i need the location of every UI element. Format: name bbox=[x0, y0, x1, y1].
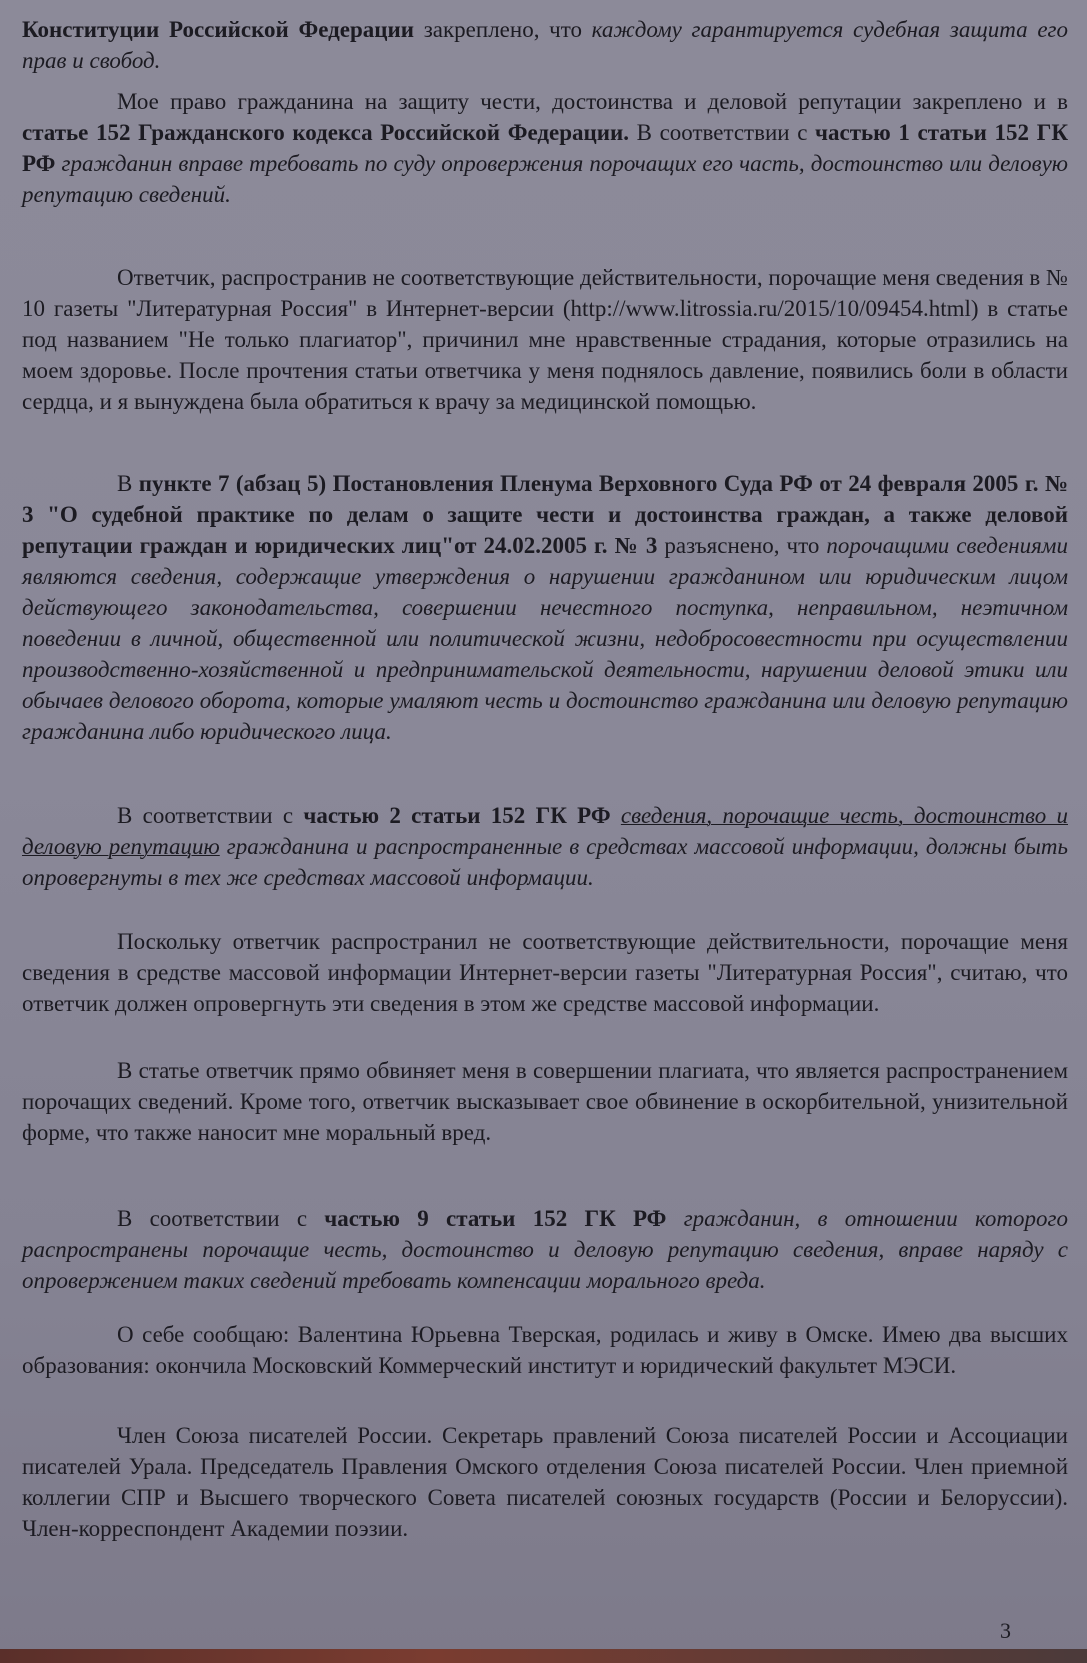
italic-text: гражданин вправе требовать по суду опровержения порочащих его часть, достоинство или деловую репутацию сведений. bbox=[22, 151, 1069, 207]
paragraph-8 bbox=[22, 1203, 1068, 1296]
paragraph-7 bbox=[22, 1055, 1068, 1148]
underlined-italic-text: сведения, порочащие честь, достоинство и деловую репутацию bbox=[22, 803, 1068, 859]
bold-text: статье 152 Гражданского кодекса Российской Федерации. bbox=[22, 120, 629, 145]
body-text: В статье ответчик прямо обвиняет меня в совершении плагиата, что является распространением порочащих сведений. Кроме того, ответчик высказывает свое обвинение в оскорбительной, унизительной форме, что также наносит мне моральный вред. bbox=[22, 1058, 1068, 1145]
bold-text: частью 9 статьи 152 ГК РФ bbox=[324, 1206, 667, 1231]
body-text: закреплено, что bbox=[414, 17, 592, 42]
body-text: О себе сообщаю: Валентина Юрьевна Тверская, родилась и живу в Омске. Имею два высших образования: окончила Московский Коммерческий институт и юридический факультет МЭСИ. bbox=[22, 1322, 1068, 1378]
paragraph-3 bbox=[22, 262, 1068, 417]
paragraph-4 bbox=[22, 468, 1068, 747]
body-text bbox=[666, 1206, 683, 1231]
bold-text: частью 2 статьи 152 ГК РФ bbox=[303, 803, 611, 828]
paragraph-2 bbox=[22, 86, 1068, 210]
body-text: Поскольку ответчик распространил не соответствующие действительности, порочащие меня сведения в средстве массовой информации Интернет-версии газеты "Литературная Россия", считаю, что ответчик должен опровергнуть эти сведения в этом же средстве массовой информации. bbox=[22, 929, 1068, 1016]
paragraph-5 bbox=[22, 800, 1068, 893]
paragraph-6 bbox=[22, 926, 1068, 1019]
italic-text: гражданин, в отношении которого распространены порочащие честь, достоинство и деловую репутацию сведения, вправе наряду с опровержением таких сведений требовать компенсации морального вреда. bbox=[22, 1206, 1069, 1293]
body-text: В bbox=[117, 471, 139, 496]
body-text: В соответствии с bbox=[117, 1206, 325, 1231]
paragraph-1 bbox=[22, 14, 1068, 76]
body-text: В соответствии с bbox=[117, 803, 304, 828]
table-surface-edge bbox=[0, 1649, 1087, 1663]
body-text: В соответствии с bbox=[629, 120, 816, 145]
body-text: Член Союза писателей России. Секретарь правлений Союза писателей России и Ассоциации писателей Урала. Председатель Правления Омского отделения Союза писателей России. Член приемной коллегии СПР и Высшего творческого Совета писателей союзных государств (России и Белоруссии). Член-корреспондент Академии поэзии. bbox=[22, 1423, 1068, 1541]
paragraph-9 bbox=[22, 1319, 1068, 1381]
body-text bbox=[611, 803, 621, 828]
bold-text: Конституции Российской Федерации bbox=[22, 17, 415, 42]
italic-text: гражданина и распространенные в средствах массовой информации, должны быть опровергнуты в тех же средствах массовой информации. bbox=[22, 834, 1068, 890]
bold-text: пункте 7 (абзац 5) Постановления Пленума Верховного Суда РФ от 24 февраля 2005 г. № 3 "О судебной практике по делам о защите чести и достоинства граждан, а также деловой репутации граждан и юридических лиц"от 24.02.2005 г. № 3 bbox=[22, 471, 1069, 558]
italic-text: порочащими сведениями являются сведения, содержащие утверждения о нарушении гражданином или юридическим лицом действующего законодательства, совершении нечестного поступка, неправильном, неэтичном поведении в личной, общественной или политической жизни, недобросовестности при осуществлении производственно-хозяйственной и предпринимательской деятельности, нарушении деловой этики или обычаев делового оборота, которые умаляют честь и достоинство гражданина или деловую репутацию гражданина либо юридического лица. bbox=[22, 533, 1068, 744]
body-text: Ответчик, распространив не соответствующие действительности, порочащие меня сведения в № 10 газеты "Литературная Россия" в Интернет-версии (http://www.litrossia.ru/2015/10/09454.html) в статье под названием "Не только плагиатор", причинил мне нравственные страдания, которые отразились на моем здоровье. После прочтения статьи ответчика у меня поднялось давление, появились боли в области сердца, и я вынуждена была обратиться к врачу за медицинской помощью. bbox=[22, 265, 1068, 414]
page-number: 3 bbox=[1000, 1618, 1011, 1643]
body-text: разъяснено, что bbox=[657, 533, 827, 558]
body-text: Мое право гражданина на защиту чести, достоинства и деловой репутации закреплено и в bbox=[117, 89, 1068, 114]
italic-text: каждому гарантируется судебная защита его прав и свобод. bbox=[22, 17, 1069, 73]
bold-text: частью 1 статьи 152 ГК РФ bbox=[22, 120, 1069, 176]
paragraph-10 bbox=[22, 1420, 1068, 1544]
